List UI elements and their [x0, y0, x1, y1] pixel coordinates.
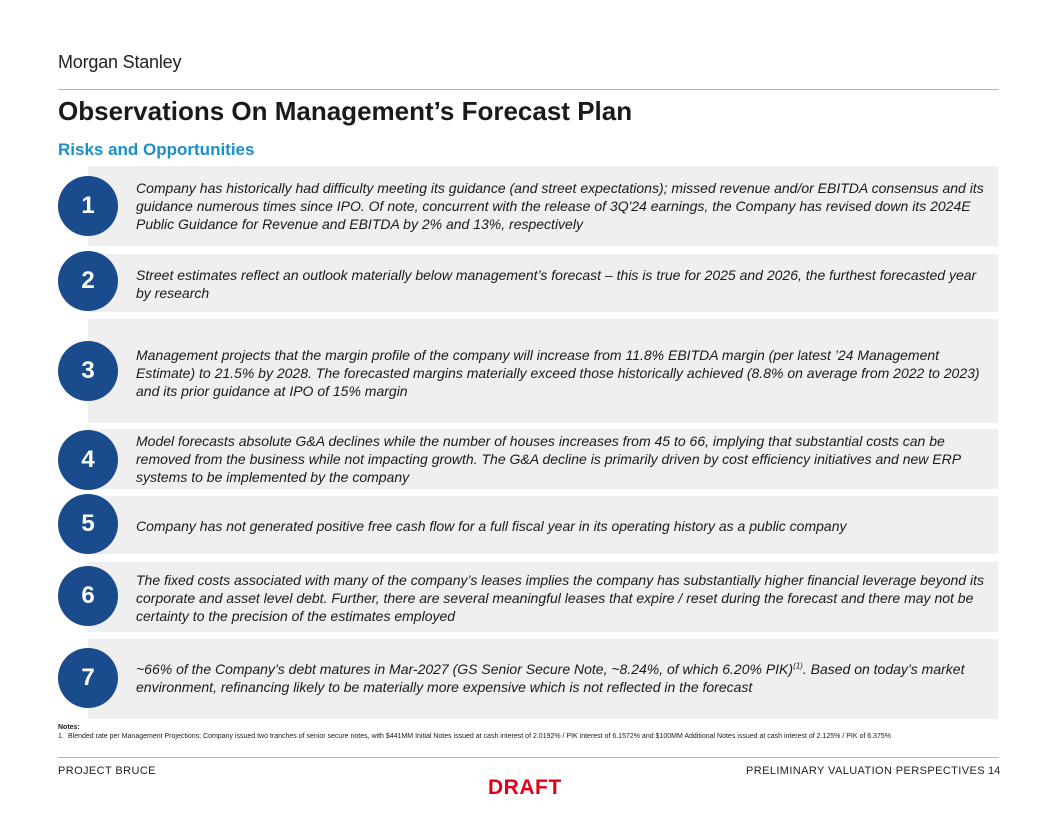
page-subtitle: Risks and Opportunities: [58, 140, 255, 159]
notes-title: Notes:: [58, 724, 80, 731]
number-badge-2: 2: [58, 251, 118, 311]
note-line-1: [58, 732, 988, 741]
observation-text-2: Street estimates reflect an outlook materially below management’s forecast – this is true for 2025 and 2026, the furthest forecasted year by research: [136, 267, 977, 301]
observation-item-2: [81, 254, 998, 312]
number-badge-4: 4: [58, 430, 118, 490]
header-divider: [58, 89, 999, 90]
observation-item-7: [81, 639, 998, 719]
observation-item-6: [81, 562, 998, 632]
number-badge-6: 6: [58, 566, 118, 626]
observation-text-7-end: . Based on today’s market environment, refinancing likely to be materially more expensive which is not reflected in the forecast: [136, 661, 965, 695]
page-title: Observations On Management’s Forecast Plan: [58, 96, 633, 126]
number-badge-1: 1: [58, 176, 118, 236]
observation-text-4: Model forecasts absolute G&A declines while the number of houses increases from 45 to 66, implying that substantial costs can be removed from the business while not impacting growth. The G&A decline is primarily driven by cost efficiency initiatives and new ERP systems to be implemented by the company: [136, 433, 961, 485]
section-name: PRELIMINARY VALUATION PERSPECTIVES: [746, 765, 985, 777]
draft-stamp: DRAFT: [488, 776, 562, 799]
observation-text-5: Company has not generated positive free cash flow for a full fiscal year in its operating history as a public company: [136, 518, 847, 534]
number-badge-5: 5: [58, 494, 118, 554]
footnote-reference: (1): [793, 661, 803, 671]
note-text: Blended rate per Management Projections; Company issued two tranches of senior secure notes, with $441MM Initial Notes issued at cash interest of 2.0192% / PIK interest of 6.1572% and $100MM Additional Notes issued at cash interest of 2.125% / PIK of 6.375%: [68, 733, 891, 740]
observation-text-7-main: ~66% of the Company’s debt matures in Mar-2027 (GS Senior Secure Note, ~8.24%, of which 6.20% PIK): [136, 661, 794, 677]
footer-divider: [58, 757, 999, 758]
number-badge-3: 3: [58, 341, 118, 401]
page-number: 14: [988, 765, 1001, 777]
number-badge-7: 7: [58, 648, 118, 708]
observation-text-6: The fixed costs associated with many of the company’s leases implies the company has substantially higher financial leverage beyond its corporate and asset level debt. Further, there are several meaningful leases that expire / reset during the forecast and there may not be certainty to the precision of the estimates employed: [136, 572, 984, 624]
observation-item-5: [81, 496, 998, 554]
observation-text-7: [136, 660, 984, 696]
observation-text-3: Management projects that the margin profile of the company will increase from 11.8% EBITDA margin (per latest ’24 Management Estimate) to 21.5% by 2028. The forecasted margins materially exceed those historically achieved (8.8% on average from 2022 to 2023) and its prior guidance at IPO of 15% margin: [136, 347, 980, 399]
observation-item-3: [81, 319, 998, 423]
observation-item-1: [81, 166, 998, 246]
morgan-stanley-logo: Morgan Stanley: [58, 52, 182, 72]
observation-text-1: Company has historically had difficulty meeting its guidance (and street expectations); missed revenue and/or EBITDA consensus and its guidance numerous times since IPO. Of note, concurrent with the release of 3Q'24 earnings, the Company has revised down its 2024E Public Guidance for Revenue and EBITDA by 2% and 13%, respectively: [136, 180, 984, 232]
note-number: 1.: [58, 733, 64, 740]
project-name: PROJECT BRUCE: [58, 765, 156, 777]
observation-item-4: [81, 429, 998, 489]
notes-section: [58, 723, 988, 741]
